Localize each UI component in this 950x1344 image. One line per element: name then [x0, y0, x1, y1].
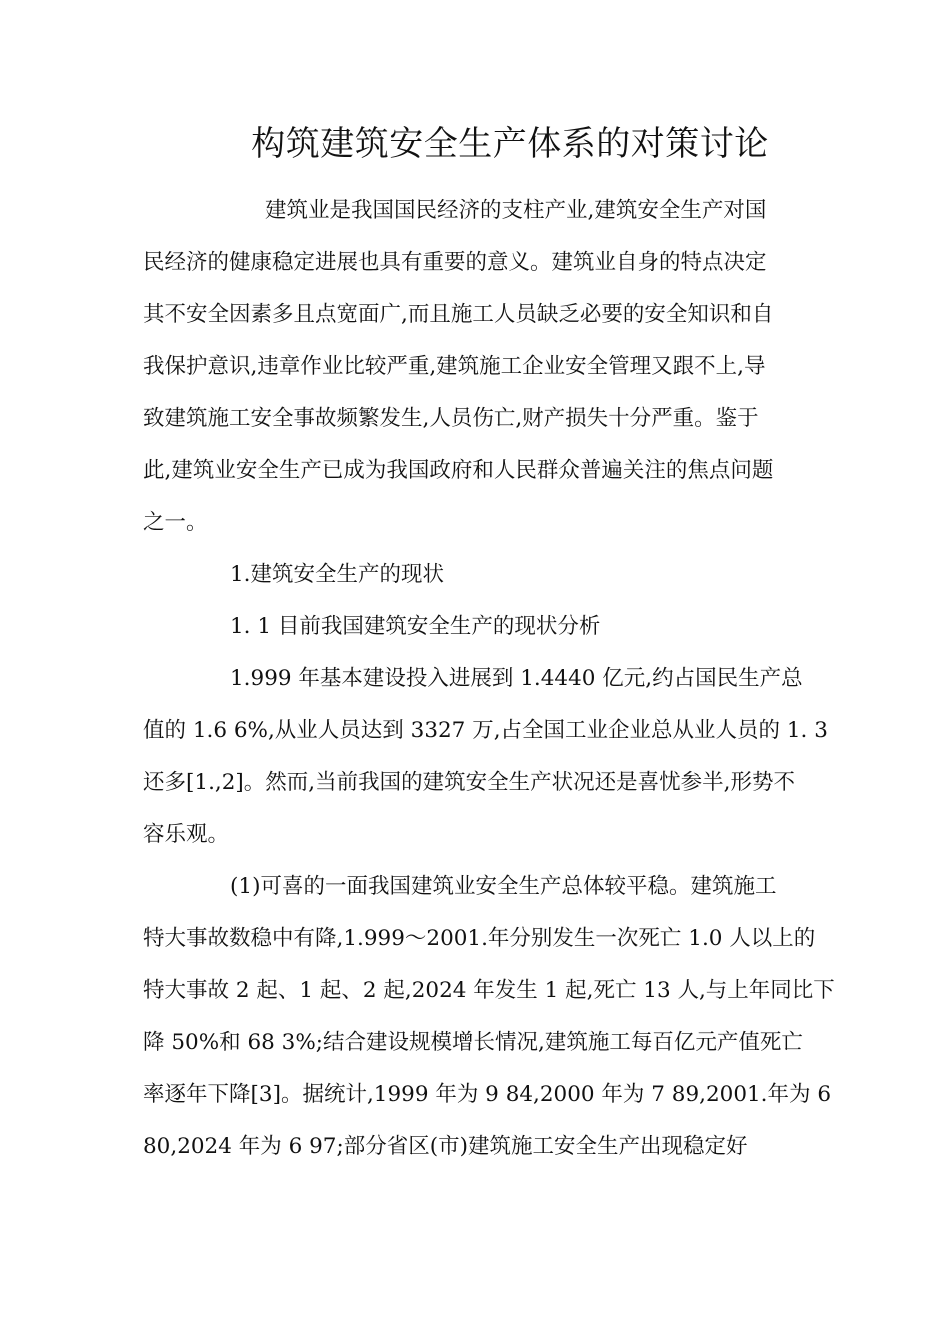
paragraph-line: 此,建筑业安全生产已成为我国政府和人民群众普遍关注的焦点问题	[143, 458, 774, 483]
paragraph-line: (1)可喜的一面我国建筑业安全生产总体较平稳。建筑施工	[230, 874, 777, 899]
document-title: 构筑建筑安全生产体系的对策讨论	[251, 124, 769, 164]
paragraph-line: 80,2024 年为 6 97;部分省区(市)建筑施工安全生产出现稳定好	[143, 1134, 748, 1159]
paragraph-line: 降 50%和 68 3%;结合建设规模增长情况,建筑施工每百亿元产值死亡	[143, 1030, 803, 1055]
paragraph-line: 率逐年下降[3]。据统计,1999 年为 9 84,2000 年为 7 89,2001.年为 6	[143, 1082, 832, 1107]
paragraph-line: 容乐观。	[143, 822, 230, 847]
paragraph-line: 建筑业是我国国民经济的支柱产业,建筑安全生产对国	[265, 198, 767, 223]
paragraph-line: 特大事故 2 起、1 起、2 起,2024 年发生 1 起,死亡 13 人,与上年同比下	[143, 978, 835, 1003]
paragraph-line: 致建筑施工安全事故频繁发生,人员伤亡,财产损失十分严重。鉴于	[143, 406, 759, 431]
paragraph-line: 还多[1.,2]。然而,当前我国的建筑安全生产状况还是喜忧参半,形势不	[143, 770, 795, 795]
paragraph-line: 其不安全因素多且点宽面广,而且施工人员缺乏必要的安全知识和自	[143, 302, 774, 327]
paragraph-line: 之一。	[143, 510, 208, 535]
paragraph-line: 民经济的健康稳定进展也具有重要的意义。建筑业自身的特点决定	[143, 250, 767, 275]
paragraph-line: 特大事故数稳中有降,1.999～2001.年分别发生一次死亡 1.0 人以上的	[143, 926, 816, 951]
subsection-heading: 1. 1 目前我国建筑安全生产的现状分析	[230, 614, 601, 639]
paragraph-line: 值的 1.6 6%,从业人员达到 3327 万,占全国工业企业总从业人员的 1. 3	[143, 718, 828, 743]
paragraph-line: 我保护意识,违章作业比较严重,建筑施工企业安全管理又跟不上,导	[143, 354, 766, 379]
section-heading: 1.建筑安全生产的现状	[230, 562, 445, 587]
paragraph-line: 1.999 年基本建设投入进展到 1.4440 亿元,约占国民生产总	[230, 666, 803, 691]
